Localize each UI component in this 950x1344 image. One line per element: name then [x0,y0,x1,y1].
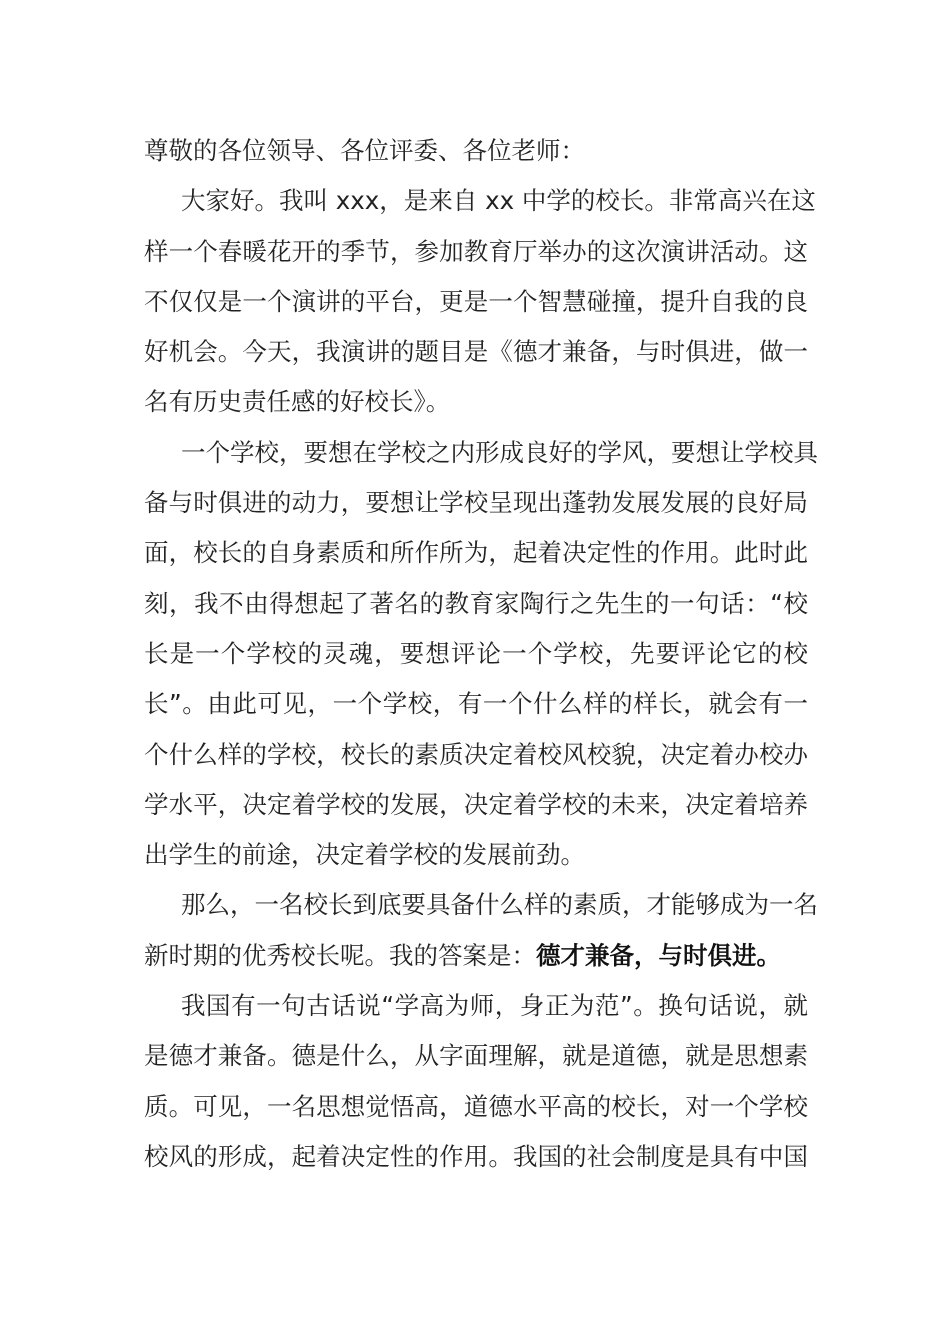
text-line: 学水平，决定着学校的发展，决定着学校的未来，决定着培养 [144,789,808,819]
text-line: 质。可见，一名思想觉悟高，道德水平高的校长，对一个学校 [144,1091,808,1121]
salutation: 尊敬的各位领导、各位评委、各位老师： [144,136,585,165]
text-line: 不仅仅是一个演讲的平台，更是一个智慧碰撞，提升自我的良 [144,286,808,316]
text-line [144,931,808,981]
text-fragment: 新时期的优秀校长呢。我的答案是： [144,940,536,970]
text-line: 出学生的前途，决定着学校的发展前劲。 [144,840,585,870]
text-line: 刻，我不由得想起了著名的教育家陶行之先生的一句话：“校 [144,588,808,618]
text-line: 好机会。今天，我演讲的题目是《德才兼备，与时俱进，做一 [144,337,808,367]
text-line: 那么，一名校长到底要具备什么样的素质，才能够成为一名 [181,890,818,920]
text-line: 面，校长的自身素质和所作所为，起着决定性的作用。此时此 [144,538,808,568]
text-line: 样一个春暖花开的季节，参加教育厅举办的这次演讲活动。这 [144,236,808,266]
text-line: 备与时俱进的动力，要想让学校呈现出蓬勃发展发展的良好局 [144,488,808,518]
paragraph-principal-role [144,428,818,881]
text-line: 大家好。我叫 xxx，是来自 xx 中学的校长。非常高兴在这 [181,186,816,216]
paragraph-introduction [144,176,816,427]
text-line: 长是一个学校的灵魂，要想评论一个学校，先要评论它的校 [144,638,808,668]
text-line: 是德才兼备。德是什么，从字面理解，就是道德，就是思想素 [144,1041,808,1071]
text-line: 名有历史责任感的好校长》。 [144,387,451,417]
paragraph-answer [144,880,818,981]
text-line: 校风的形成，起着决定性的作用。我国的社会制度是具有中国 [144,1141,808,1171]
text-line: 我国有一句古话说“学高为师，身正为范”。换句话说，就 [181,991,808,1021]
text-line: 一个学校，要想在学校之内形成良好的学风，要想让学校具 [181,437,818,467]
speech-body [144,126,818,1182]
paragraph-virtue [144,981,808,1182]
answer-emphasis: 德才兼备，与时俱进。 [536,940,781,970]
text-line: 长”。由此可见，一个学校，有一个什么样的样长，就会有一 [144,689,808,719]
text-line: 个什么样的学校，校长的素质决定着校风校貌，决定着办校办 [144,739,808,769]
